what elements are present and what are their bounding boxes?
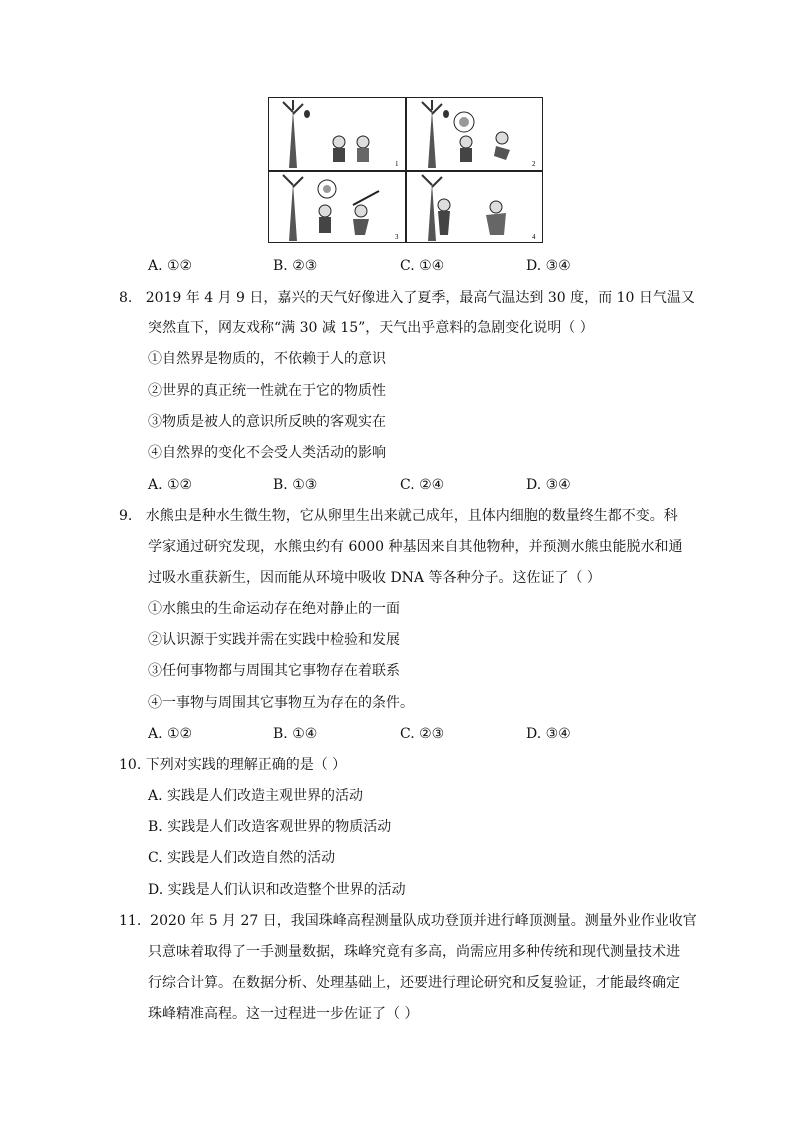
panel-number-2: 2 [532, 160, 536, 168]
q10-stem: 10. 下列对实践的理解正确的是（ ） [119, 757, 347, 773]
q9-stem-line-2: 学家通过研究发现，水熊虫约有 6000 种基因来自其他物种，并预测水熊虫能脱水和通 [148, 539, 683, 555]
q9-stem-line-1: 9. 水熊虫是种水生微生物，它从卵里生出来就己成年，且体内细胞的数量终生都不变。科 [119, 508, 678, 524]
q10-option-c: C. 实践是人们改造自然的活动 [148, 850, 336, 866]
q7-option-b: B. ②③ [273, 258, 318, 274]
q8-item-3: ③物质是被人的意识所反映的客观实在 [148, 414, 386, 430]
cartoon-figure [268, 97, 543, 243]
q9-item-1: ①水熊虫的生命运动存在绝对静止的一面 [148, 601, 400, 617]
q8-stem-line-2: 突然直下，网友戏称“满 30 减 15”，天气出乎意料的急剧变化说明（ ） [148, 320, 594, 336]
q11-stem-line-3: 行综合计算。在数据分析、处理基础上，还要进行理论研究和反复验证，才能最终确定 [148, 975, 680, 991]
q10-option-a: A. 实践是人们改造主观世界的活动 [148, 788, 364, 804]
q8-option-b: B. ①③ [273, 477, 318, 493]
q7-option-d: D. ③④ [526, 258, 571, 274]
q11-stem-line-4: 珠峰精准高程。这一过程进一步佐证了（ ） [148, 1006, 419, 1022]
q10-option-d: D. 实践是人们认识和改造整个世界的活动 [148, 882, 406, 898]
cartoon-panel-4 [406, 171, 542, 243]
panel-number-1: 1 [395, 160, 399, 168]
q7-option-a: A. ①② [148, 258, 193, 274]
q10-option-b: B. 实践是人们改造客观世界的物质活动 [148, 819, 392, 835]
panel-number-4: 4 [532, 233, 536, 241]
q9-option-b: B. ①④ [273, 726, 318, 742]
q11-stem-line-2: 只意味着取得了一手测量数据，珠峰究竟有多高，尚需应用多种传统和现代测量技术进 [148, 944, 680, 960]
q8-item-4: ④自然界的变化不会受人类活动的影响 [148, 445, 386, 461]
q9-option-a: A. ①② [148, 726, 193, 742]
q8-option-a: A. ①② [148, 477, 193, 493]
q9-item-3: ③任何事物都与周围其它事物存在着联系 [148, 663, 400, 679]
q9-stem-line-3: 过吸水重获新生，因而能从环境中吸收 DNA 等各种分子。这佐证了（ ） [148, 570, 601, 586]
q9-item-4: ④一事物与周围其它事物互为存在的条件。 [148, 695, 414, 711]
q8-item-2: ②世界的真正统一性就在于它的物质性 [148, 383, 386, 399]
panel-number-3: 3 [395, 233, 399, 241]
q9-option-d: D. ③④ [526, 726, 571, 742]
q9-item-2: ②认识源于实践并需在实践中检验和发展 [148, 632, 400, 648]
q8-option-d: D. ③④ [526, 477, 571, 493]
q8-option-c: C. ②④ [400, 477, 445, 493]
cartoon-panel-2 [406, 98, 542, 170]
cartoon-panel-1 [269, 98, 405, 170]
q11-stem-line-1: 11. 2020 年 5 月 27 日，我国珠峰高程测量队成功登顶并进行峰顶测量。测量外业作业收官 [119, 913, 697, 929]
q8-stem-line-1: 8. 2019 年 4 月 9 日，嘉兴的天气好像进入了夏季，最高气温达到 30 度，而 10 日气温又 [119, 290, 695, 306]
q8-item-1: ①自然界是物质的，不依赖于人的意识 [148, 351, 386, 367]
q9-option-c: C. ②③ [400, 726, 445, 742]
cartoon-panel-3 [269, 171, 405, 243]
q7-option-c: C. ①④ [400, 258, 445, 274]
